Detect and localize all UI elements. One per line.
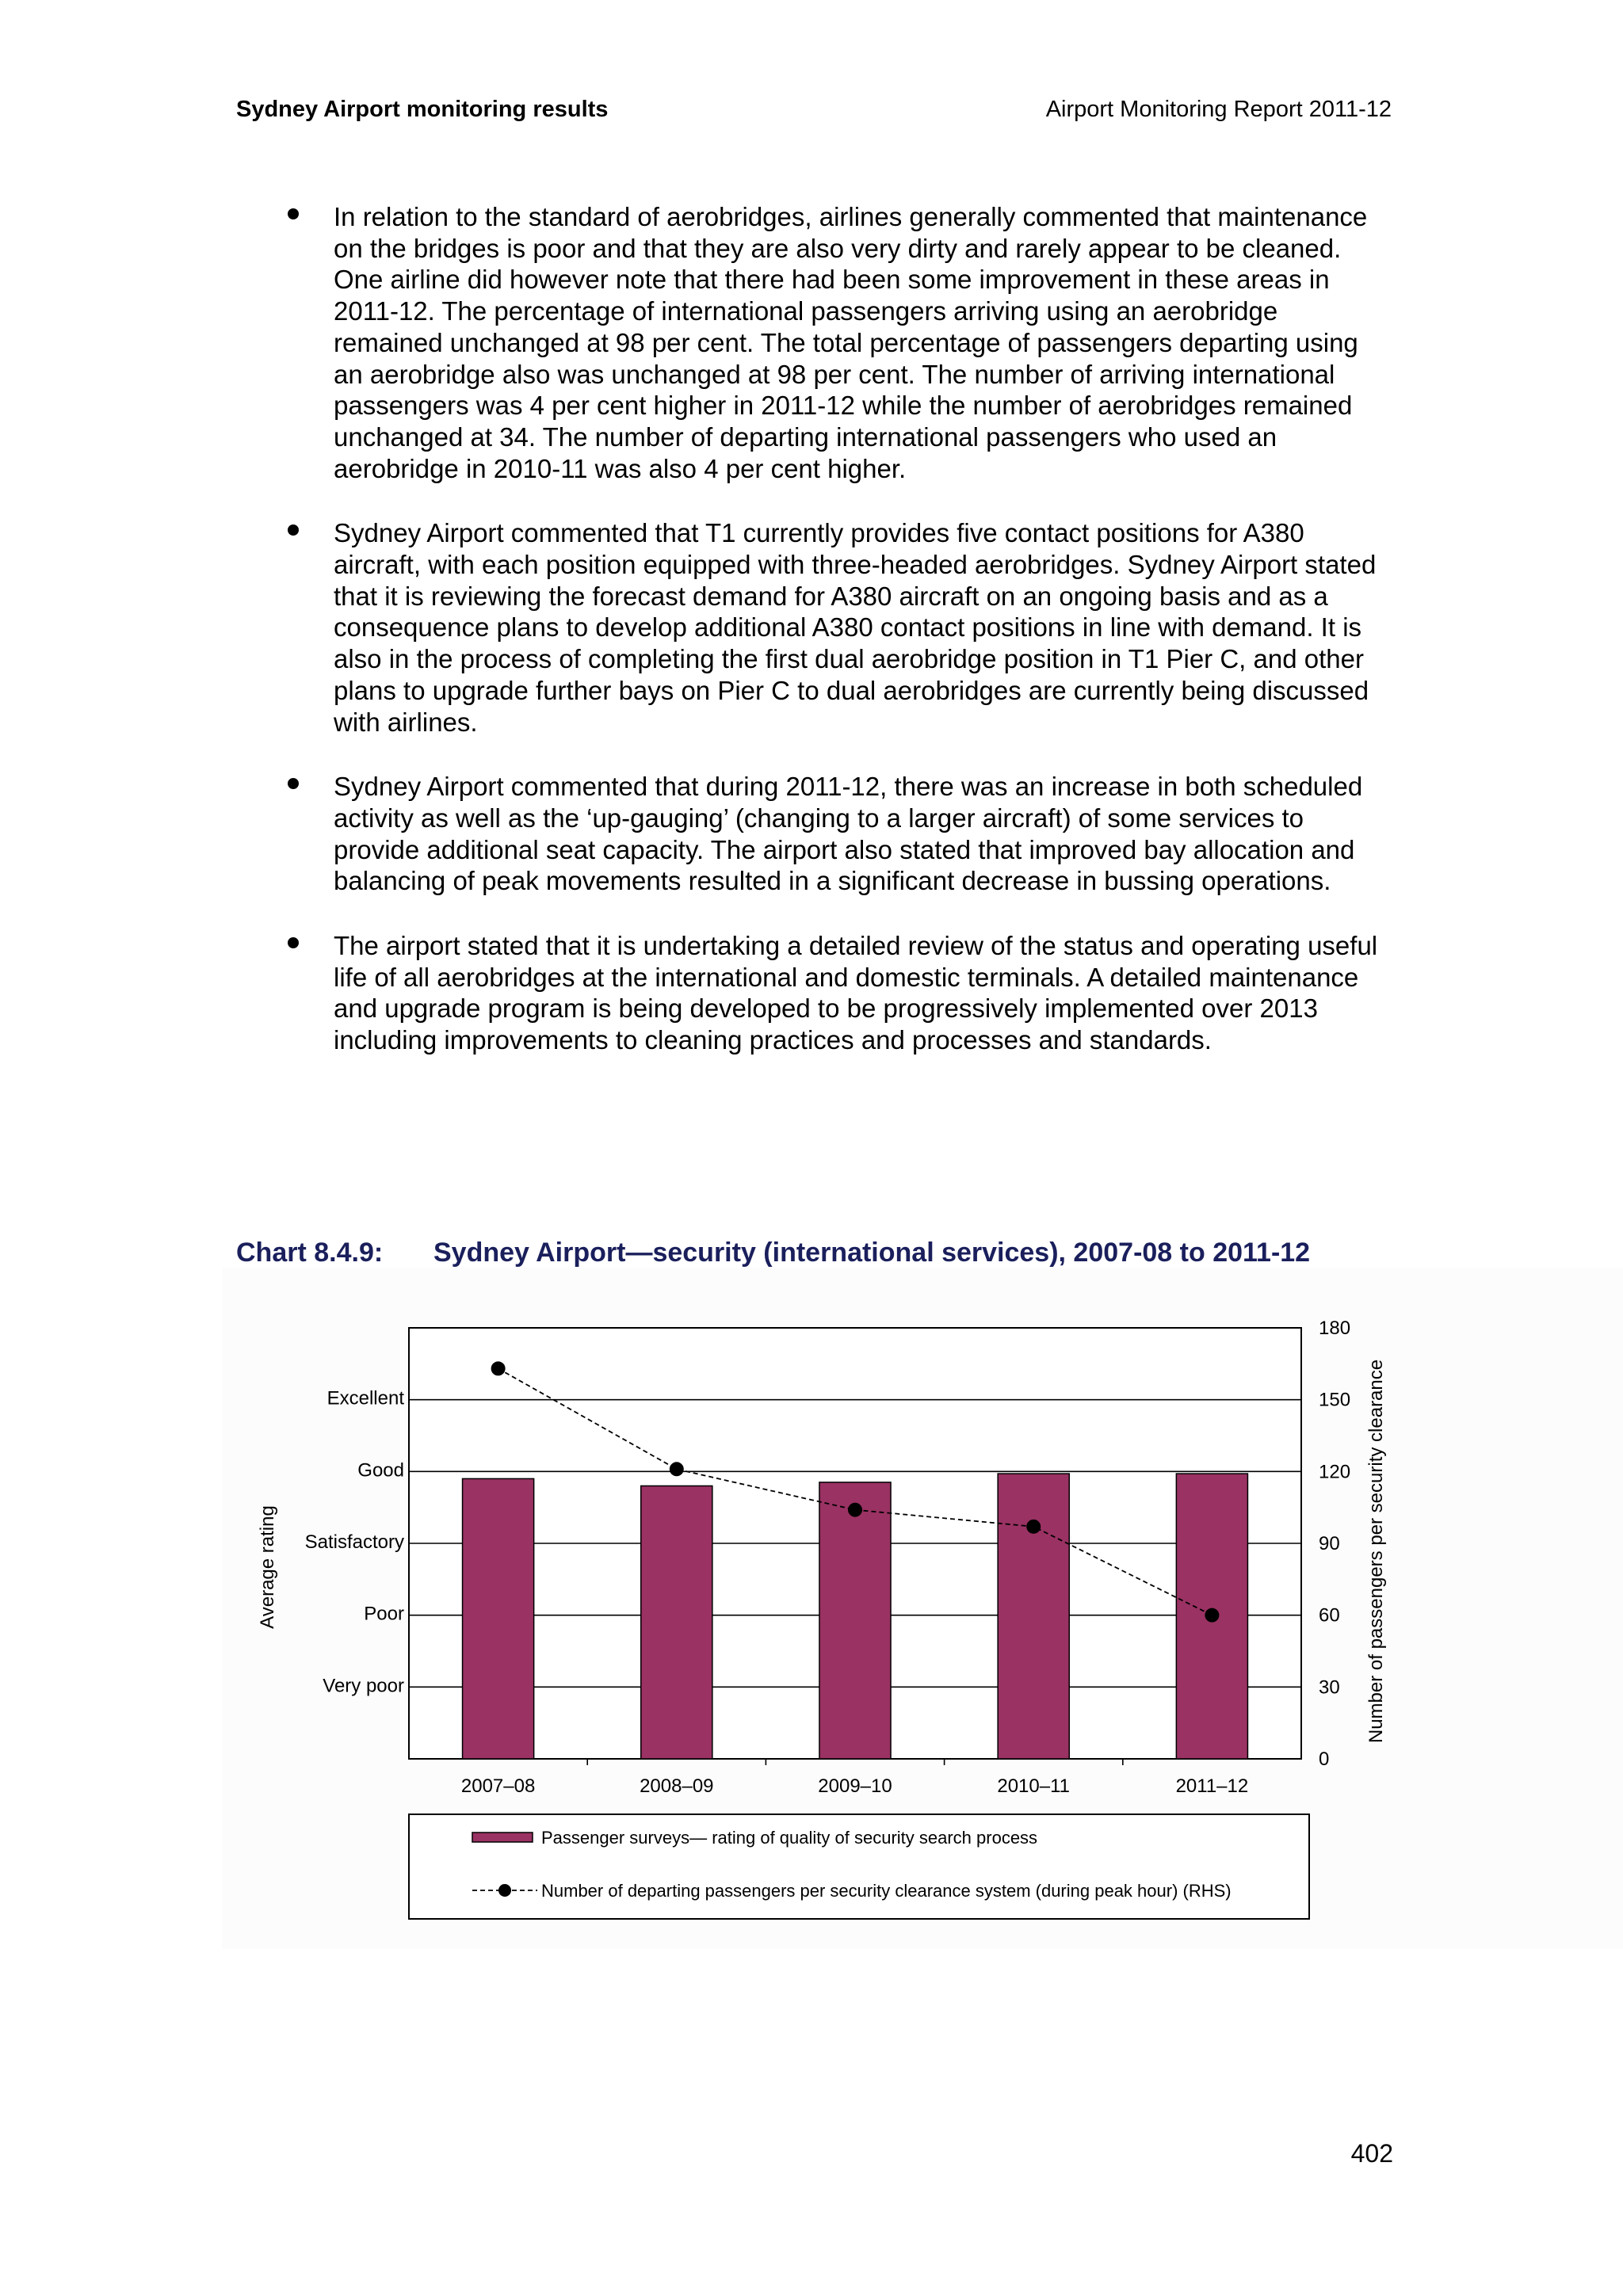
bullet-text: Sydney Airport commented that T1 currently provides five contact positions for A380 aircraft, with each position equipped with three-headed aerobridges. Sydney Airport stated that it is reviewing the forecast demand for A380 aircraft on an ongoing basis and as a consequence plans to develop additional A380 contact positions in line with demand. It is also in the process of completing the first dual aerobridge position in T1 Pier C, and other plans to upgrade further bays on Pier C to dual aerobridges are currently being discussed with airlines. [334,518,1377,737]
x-tick-label: 2007–08 [460,1775,536,1797]
chart-title: Sydney Airport—security (international services), 2007-08 to 2011-12 [433,1238,1311,1268]
header-report-title: Airport Monitoring Report 2011-12 [1045,97,1392,122]
bullet-text: The airport stated that it is undertaking a detailed review of the status and operating useful life of all aerobridges at the international and domestic terminals. A detailed maintenance and upgrade program is being developed to be progressively implemented over 2013 including improvements to cleaning practices and processes and standards. [334,931,1378,1055]
left-tick-label: Good [357,1459,404,1482]
x-tick-label: 2008–09 [640,1775,714,1797]
left-tick-label: Poor [364,1603,404,1625]
right-tick-label: 0 [1319,1749,1330,1770]
bar [463,1478,534,1759]
x-tick-label: 2011–12 [1175,1775,1249,1797]
bar [819,1482,891,1759]
bullet-text: Sydney Airport commented that during 2011-12, there was an increase in both scheduled activity as well as the ‘up-gauging’ (changing to a larger aircraft) of some services to provide additional seat capacity. The airport also stated that improved bay allocation and balancing of peak movements resulted in a significant decrease in bussing operations. [334,772,1363,896]
right-tick-label: 90 [1319,1533,1340,1554]
header-section-title: Sydney Airport monitoring results [236,97,609,122]
right-axis-title: Number of passengers per security clearance [1365,1359,1387,1744]
chart-number: Chart 8.4.9: [236,1238,384,1268]
right-tick-label: 60 [1319,1604,1340,1627]
legend-bar-label: Passenger surveys— rating of quality of security search process [541,1828,1038,1848]
line-point [491,1361,506,1375]
x-tick-label: 2010–11 [997,1775,1071,1797]
left-tick-label: Excellent [327,1387,404,1409]
left-tick-label: Satisfactory [304,1531,404,1553]
x-tick-label: 2009–10 [818,1775,892,1797]
right-tick-label: 150 [1319,1389,1351,1411]
legend-line-label: Number of departing passengers per security clearance system (during peak hour) (RHS) [541,1881,1232,1901]
line-point [1026,1520,1041,1534]
bullet-text: In relation to the standard of aerobridges, airlines generally commented that maintenance on the bridges is poor and that they are also very dirty and rarely appear to be cleaned. One airline did however note that there had been some improvement in these areas in 2011-12. The percentage of international passengers arriving using an aerobridge remained unchanged at 98 per cent. The total percentage of passengers departing using an aerobridge also was unchanged at 98 per cent. The number of arriving international passengers was 4 per cent higher in 2011-12 while the number of aerobridges remained unchanged at 34. The number of departing international passengers who used an aerobridge in 2010-11 was also 4 per cent higher. [334,202,1368,483]
page-number: 402 [1350,2139,1393,2168]
line-point [848,1503,862,1517]
right-tick-label: 180 [1319,1318,1351,1339]
legend-bar-swatch [472,1833,533,1842]
legend-line-marker [498,1884,511,1897]
left-tick-label: Very poor [323,1675,404,1697]
line-point [670,1462,684,1476]
bar [641,1486,712,1759]
right-tick-label: 120 [1319,1461,1351,1483]
bar [998,1474,1069,1759]
right-tick-label: 30 [1319,1676,1340,1699]
line-point [1205,1608,1219,1623]
left-axis-title: Average rating [257,1505,278,1629]
